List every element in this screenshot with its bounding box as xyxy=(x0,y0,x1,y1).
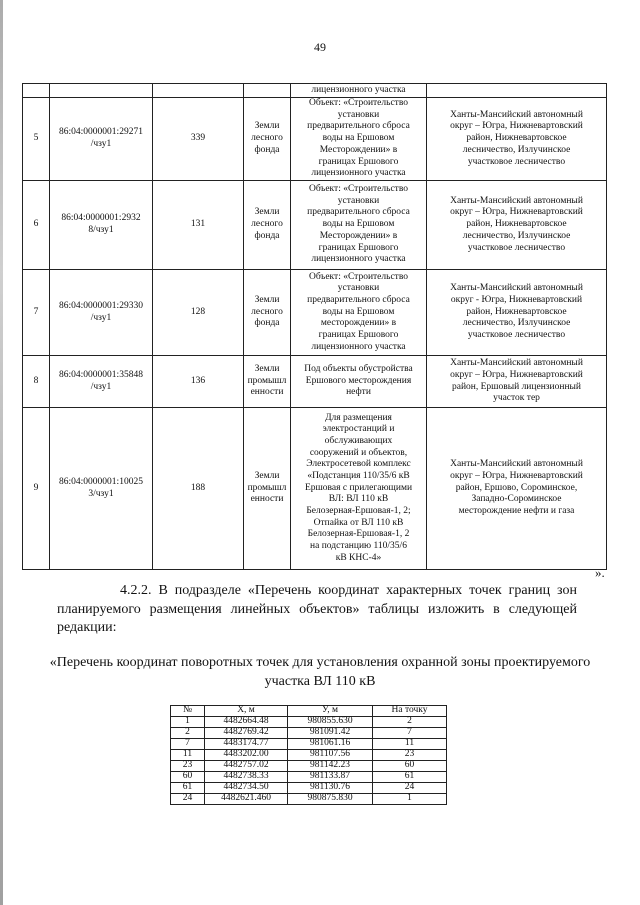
page-number: 49 xyxy=(314,40,326,54)
coord-row xyxy=(171,739,447,750)
cell-location: Ханты-Мансийский автономный округ – Югра, Нижневартовский район, Нижневартовское лесничество, Излучинское участковое лесничество xyxy=(427,98,607,181)
coord-y: 981061.16 xyxy=(288,739,373,750)
coord-to-point: 61 xyxy=(373,772,447,783)
cell-cadastral-number: 86:04:0000001:10025 3/чзу1 xyxy=(50,408,153,570)
coord-x: 4482738.33 xyxy=(205,772,288,783)
coord-num: 24 xyxy=(171,794,205,805)
coordinates-table xyxy=(170,705,447,805)
coord-x: 4482734.50 xyxy=(205,783,288,794)
cell-category: Земли лесного фонда xyxy=(244,270,291,356)
table-row xyxy=(23,270,607,356)
header-y: У, м xyxy=(288,706,373,717)
cell-area: 188 xyxy=(153,408,244,570)
coord-y: 980855.630 xyxy=(288,717,373,728)
cell-number: 5 xyxy=(23,98,50,181)
cell-location: Ханты-Мансийский автономный округ – Югра, Нижневартовский район, Ершовый лицензионный участок тер xyxy=(427,356,607,408)
cell-purpose: Под объекты обустройства Ершового месторождения нефти xyxy=(291,356,427,408)
coord-y: 980875.830 xyxy=(288,794,373,805)
table-row xyxy=(23,181,607,270)
coord-to-point: 60 xyxy=(373,761,447,772)
cell-cadastral-number: 86:04:0000001:29330 /чзу1 xyxy=(50,270,153,356)
cell-purpose: Объект: «Строительство установки предварительного сброса воды на Ершовом Месторождении» в границах Ершового лицензионного участка xyxy=(291,98,427,181)
coord-num: 2 xyxy=(171,728,205,739)
coord-num: 61 xyxy=(171,783,205,794)
coord-to-point: 7 xyxy=(373,728,447,739)
cell-number: 6 xyxy=(23,181,50,270)
coord-x: 4483202.00 xyxy=(205,750,288,761)
cell-area: 136 xyxy=(153,356,244,408)
header-num: № xyxy=(171,706,205,717)
coord-num: 60 xyxy=(171,772,205,783)
coord-row xyxy=(171,794,447,805)
cell-purpose: лицензионного участка xyxy=(291,84,427,98)
coord-header-row xyxy=(171,706,447,717)
table-row-continuation xyxy=(23,84,607,98)
coord-to-point: 2 xyxy=(373,717,447,728)
cell-purpose: Объект: «Строительство установки предварительного сброса воды на Ершовом месторождении» в границах Ершового лицензионного участка xyxy=(291,270,427,356)
cell-cadastral-number: 86:04:0000001:29271 /чзу1 xyxy=(50,98,153,181)
coord-table-caption: «Перечень координат поворотных точек для установления охранной зоны проектируемого участка ВЛ 110 кВ xyxy=(49,655,591,689)
coord-y: 981107.56 xyxy=(288,750,373,761)
coord-row xyxy=(171,783,447,794)
paragraph-4-2-2: 4.2.2. В подразделе «Перечень координат характерных точек границ зон планируемого размещения линейных объектов» таблицы изложить в следующей редакции: xyxy=(57,583,577,636)
coord-num: 23 xyxy=(171,761,205,772)
cell-category: Земли промышл енности xyxy=(244,408,291,570)
closing-quote: ». xyxy=(595,565,605,580)
header-x: Х, м xyxy=(205,706,288,717)
table-row xyxy=(23,98,607,181)
coord-x: 4483174.77 xyxy=(205,739,288,750)
cell-location: Ханты-Мансийский автономный округ - Югра, Нижневартовский район, Нижневартовское лесничество, Излучинское участковое лесничество xyxy=(427,270,607,356)
coord-row xyxy=(171,728,447,739)
coord-y: 981091.42 xyxy=(288,728,373,739)
header-to-point: На точку xyxy=(373,706,447,717)
coord-row xyxy=(171,761,447,772)
cell-number: 7 xyxy=(23,270,50,356)
coord-x: 4482664.48 xyxy=(205,717,288,728)
cell-category: Земли лесного фонда xyxy=(244,98,291,181)
scan-edge xyxy=(0,0,3,905)
coord-num: 11 xyxy=(171,750,205,761)
coord-x: 4482621.460 xyxy=(205,794,288,805)
cell-cadastral-number: 86:04:0000001:2932 8/чзу1 xyxy=(50,181,153,270)
cell-number: 9 xyxy=(23,408,50,570)
cell-purpose: Для размещения электростанций и обслуживающих сооружений и объектов, Электросетевой комплекс «Подстанция 110/35/6 кВ Ершовая с прилегающими ВЛ: ВЛ 110 кВ Белозерная-Ершовая-1, 2; Отпайка от ВЛ 110 кВ Белозерная-Ершовая-1, 2 на подстанцию 110/35/6 кВ КНС-4» xyxy=(291,408,427,570)
coord-x: 4482769.42 xyxy=(205,728,288,739)
cell-location: Ханты-Мансийский автономный округ – Югра, Нижневартовский район, Ершово, Сороминское, Западно-Сороминское месторождение нефти и газа xyxy=(427,408,607,570)
coord-x: 4482757.02 xyxy=(205,761,288,772)
cell-number: 8 xyxy=(23,356,50,408)
cell-purpose: Объект: «Строительство установки предварительного сброса воды на Ершовом Месторождении» в границах Ершового лицензионного участка xyxy=(291,181,427,270)
coord-num: 1 xyxy=(171,717,205,728)
land-plots-table xyxy=(22,83,607,570)
table-row xyxy=(23,356,607,408)
coord-to-point: 11 xyxy=(373,739,447,750)
cell-area: 128 xyxy=(153,270,244,356)
coord-num: 7 xyxy=(171,739,205,750)
coord-y: 981142.23 xyxy=(288,761,373,772)
coord-y: 981130.76 xyxy=(288,783,373,794)
cell-area: 339 xyxy=(153,98,244,181)
cell-category: Земли промышл енности xyxy=(244,356,291,408)
coord-row xyxy=(171,772,447,783)
cell-cadastral-number: 86:04:0000001:35848 /чзу1 xyxy=(50,356,153,408)
coord-row xyxy=(171,750,447,761)
table-row xyxy=(23,408,607,570)
coord-to-point: 23 xyxy=(373,750,447,761)
coord-to-point: 1 xyxy=(373,794,447,805)
cell-category: Земли лесного фонда xyxy=(244,181,291,270)
cell-location: Ханты-Мансийский автономный округ – Югра, Нижневартовский район, Нижневартовское лесничество, Излучинское участковое лесничество xyxy=(427,181,607,270)
cell-area: 131 xyxy=(153,181,244,270)
coord-row xyxy=(171,717,447,728)
coord-to-point: 24 xyxy=(373,783,447,794)
coord-y: 981133.87 xyxy=(288,772,373,783)
